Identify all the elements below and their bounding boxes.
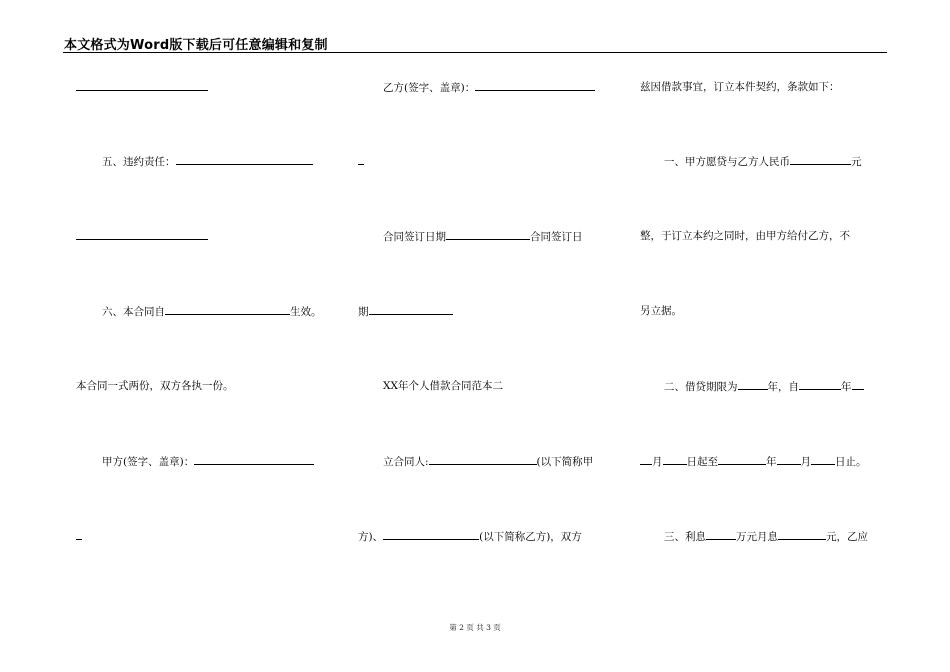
signing-date-label: 合同签订日期 — [383, 231, 446, 243]
blank-line — [778, 529, 826, 540]
document-header-title: 本文格式为Word版下载后可任意编辑和复制 — [64, 38, 328, 53]
col3-line-5 — [640, 379, 864, 394]
blank-line — [811, 454, 835, 465]
col2-line-4 — [358, 304, 453, 319]
col1-line-1 — [76, 80, 208, 95]
text-fragment: 年 — [841, 381, 852, 393]
loan-term-label: 二、借贷期限为 — [664, 381, 738, 393]
col3-line-3: 整，于订立本约之同时，由甲方给付乙方，不 — [640, 230, 850, 242]
blank-line — [369, 304, 453, 315]
text-fragment: 年 — [766, 456, 777, 468]
blank-line — [446, 229, 530, 240]
col2-line-7 — [358, 529, 582, 544]
col1-line-7 — [76, 529, 82, 544]
effective-clause-prefix: 六、本合同自 — [102, 306, 165, 318]
interest-label: 三、利息 — [664, 531, 706, 543]
blank-line — [640, 454, 652, 465]
text-fragment: 日起至 — [686, 456, 718, 468]
blank-line — [165, 304, 290, 315]
signing-date-label-2: 合同签订日 — [530, 231, 583, 243]
text-fragment: 月 — [800, 456, 811, 468]
breach-liability-label: 五、违约责任： — [102, 156, 176, 168]
blank-line — [176, 154, 313, 165]
contracting-parties-label: 立合同人: — [383, 456, 429, 468]
signing-date-label-3: 期 — [358, 306, 369, 318]
col2-line-5 — [358, 379, 503, 393]
col3-line-7 — [640, 529, 868, 544]
col1-line-4 — [76, 304, 322, 319]
col2-line-3 — [358, 229, 583, 244]
blank-line — [475, 80, 595, 91]
party-a-signature-label: 甲方(签字、盖章)： — [102, 456, 195, 468]
blank-line — [777, 454, 801, 465]
party-a-alias: (以下简称甲 — [536, 456, 594, 468]
blank-line — [790, 154, 851, 165]
col2-line-1 — [358, 80, 595, 95]
blank-line — [76, 229, 208, 240]
col1-line-3 — [76, 229, 208, 244]
col1-line-5: 本合同一式两份，双方各执一份。 — [76, 380, 234, 392]
blank-line — [718, 454, 766, 465]
col2-line-2 — [358, 154, 364, 169]
effective-clause-suffix: 生效。 — [290, 306, 322, 318]
blank-line — [383, 529, 479, 540]
col3-line-4: 另立据。 — [640, 305, 682, 317]
text-fragment: 日止。 — [835, 456, 867, 468]
col1-line-2 — [76, 154, 313, 169]
blank-line — [194, 454, 314, 465]
blank-line — [429, 454, 537, 465]
party-b-signature-label: 乙方(签字、盖章)： — [383, 82, 476, 94]
text-fragment: 年，自 — [767, 381, 799, 393]
section-heading: XX年个人借款合同范本二 — [383, 380, 503, 392]
col2-line-6 — [358, 454, 593, 469]
col3-line-1: 兹因借款事宜，订立本件契约，条款如下： — [640, 81, 840, 93]
blank-line — [738, 379, 768, 390]
col3-line-2 — [640, 154, 862, 169]
text-fragment: 元，乙应 — [826, 531, 868, 543]
text-fragment: 万元月息 — [736, 531, 778, 543]
loan-amount-clause: 一、甲方愿贷与乙方人民币 — [664, 156, 790, 168]
currency-unit: 元 — [851, 156, 862, 168]
page-number: 第 2 页 共 3 页 — [449, 623, 501, 632]
blank-line — [358, 154, 364, 165]
party-b-alias: (以下简称乙方)，双方 — [479, 531, 582, 543]
header-divider — [63, 52, 887, 53]
blank-line — [852, 379, 864, 390]
blank-line — [706, 529, 736, 540]
col1-line-6 — [76, 454, 314, 469]
blank-line — [663, 454, 687, 465]
blank-line — [76, 80, 208, 91]
col3-line-6 — [640, 454, 867, 469]
blank-line — [799, 379, 841, 390]
blank-line — [76, 529, 82, 540]
party-a-alias-end: 方)、 — [358, 531, 384, 543]
text-fragment: 月 — [652, 456, 663, 468]
